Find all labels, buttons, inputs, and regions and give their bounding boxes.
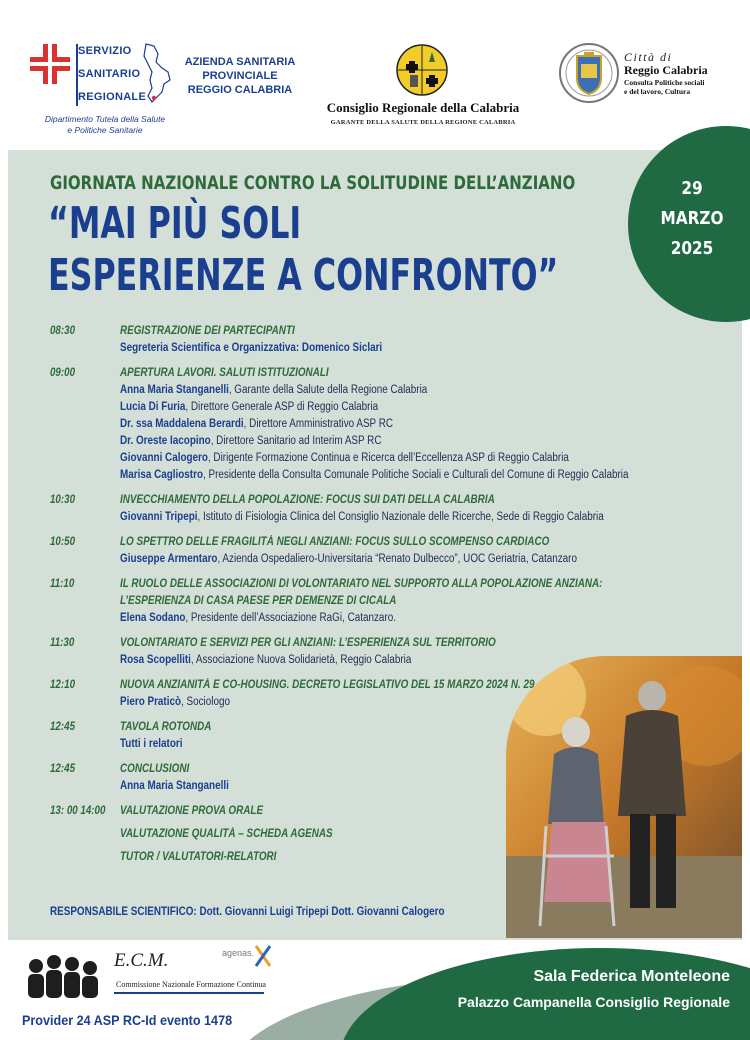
speaker-line [120,467,629,484]
speaker-line [120,551,610,568]
session-title-cont: L’ESPERIENZA DI CASA PAESE PER DEMENZE DI CICALA [120,595,397,607]
program-body [120,534,690,568]
session-title: IL RUOLO DELLE ASSOCIAZIONI DI VOLONTARIATO NEL SUPPORTO ALLA POPOLAZIONE ANZIANA: [120,578,603,590]
speaker-line [120,433,610,450]
asp-line2: PROVINCIALE [202,70,278,82]
speaker-name: Rosa Scopelliti [120,654,191,666]
event-subtitle: GIORNATA NAZIONALE CONTRO LA SOLITUDINE DELL’ANZIANO [50,172,576,194]
program-body [120,492,690,526]
program-gap [50,526,690,534]
venue-hall: Sala Federica Monteleone [533,968,730,985]
speaker-line [120,509,610,526]
ecm-commission: Commissione Nazionale Formazione Continua [116,980,266,989]
ssr-words [78,40,146,109]
program-time: 12:10 [50,679,76,691]
program-time: 11:10 [50,578,75,590]
ssr-department-2: e Politiche Sanitarie [67,125,143,135]
program-row [50,534,690,568]
speaker-role: , Azienda Ospedaliero-Universitaria “Renato Dulbecco”, UOC Geriatria, Catanzaro [217,553,577,565]
asp-line1: AZIENDA SANITARIA [184,56,296,68]
program-row [50,365,690,484]
comune-sub-1: Consulta Politiche sociali [624,78,705,87]
speaker-name: Giovanni Calogero [120,452,208,464]
program-time: 08:30 [50,325,76,337]
speaker-name: Marisa Cagliostro [120,469,203,481]
program-time: 12:45 [50,763,76,775]
provider-id: Provider 24 ASP RC-Id evento 1478 [22,1012,233,1028]
session-title: CONCLUSIONI [120,763,190,775]
calabria-map-icon [140,42,174,104]
speaker-role: , Direttore Amministrativo ASP RC [243,418,393,430]
speaker-line [120,340,610,357]
elderly-couple-photo [506,656,742,938]
speaker-role: , Sociologo [181,696,230,708]
speaker-line [120,416,610,433]
speaker-name: Anna Maria Stanganelli [120,384,229,396]
ssr-line2: SANITARIO [78,68,141,80]
speaker-line [120,652,610,669]
speaker-line [120,382,610,399]
session-title: APERTURA LAVORI. SALUTI ISTITUZIONALI [120,367,329,379]
speaker-name: Tutti i relatori [120,738,183,750]
speaker-name: Elena Sodano [120,612,186,624]
red-cross-icon [30,44,70,84]
session-title: LO SPETTRO DELLE FRAGILITÀ NEGLI ANZIANI: FOCUS SULLO SCOMPENSO CARDIACO [120,536,550,548]
speaker-name: Dr. ssa Maddalena Berardi [120,418,244,430]
photo-illustration [506,656,742,938]
speaker-role: , Direttore Generale ASP di Reggio Calabria [185,401,379,413]
asp-name [176,55,304,97]
program-body [120,576,690,627]
speaker-name: Giovanni Tripepi [120,511,198,523]
ssr-line3: REGIONALE [78,91,147,103]
event-title-2: ESPERIENZE A CONFRONTO” [48,250,559,301]
program-time: 10:50 [50,536,76,548]
ecm-underline [114,992,264,994]
event-title-1: “MAI PIÙ SOLI [48,198,302,249]
session-title: INVECCHIAMENTO DELLA POPOLAZIONE: FOCUS SUI DATI DELLA CALABRIA [120,494,495,506]
program-time: 09:00 [50,367,76,379]
date-day: 29 [681,178,703,199]
program-time: 11:30 [50,637,75,649]
ecm-logo: E.C.M. [114,950,169,971]
program-time: 10:30 [50,494,76,506]
program-row [50,323,690,357]
speaker-role: , Associazione Nuova Solidarietà, Reggio Calabria [190,654,412,666]
session-title: TUTOR / VALUTATORI-RELATORI [120,851,277,863]
comune-sub-2: e del lavoro, Cultura [624,87,691,96]
agenas-x-icon [254,944,272,968]
program-row [50,576,690,627]
program-body [120,365,690,484]
consiglio-name: Consiglio Regionale della Calabria [326,100,520,115]
program-time: 13: 00 14:00 [50,805,106,817]
program-body [120,323,690,357]
comune-citta: Città di [624,50,673,64]
speaker-role: , Garante della Salute della Regione Calabria [228,384,428,396]
speaker-role: , Presidente dell’Associazione RaGi, Catanzaro. [185,612,396,624]
ecm-people-icon [24,950,108,998]
comune-name: Reggio Calabria [624,63,708,77]
date-month: MARZO [660,208,724,229]
speaker-line [120,399,610,416]
program-row [50,492,690,526]
ssr-department [30,114,180,136]
reggio-calabria-emblem-icon [557,42,621,104]
session-title: VALUTAZIONE QUALITÀ – SCHEDA AGENAS [120,828,333,840]
speaker-role: , Istituto di Fisiologia Clinica del Consiglio Nazionale delle Ricerche, Sede di Reggio Calabria [197,511,604,523]
speaker-line [120,450,610,467]
speaker-name: Giuseppe Armentaro [120,553,218,565]
program-gap [50,627,690,635]
ssr-line1: SERVIZIO [78,45,132,57]
ssr-department-1: Dipartimento Tutela della Salute [44,114,166,124]
speaker-name: Anna Maria Stanganelli [120,780,229,792]
program-gap [50,484,690,492]
speaker-name: Segreteria Scientifica e Organizzativa: Domenico Siclari [120,342,383,354]
asp-line3: REGGIO CALABRIA [187,84,293,96]
session-title: VALUTAZIONE PROVA ORALE [120,805,264,817]
comune-sub [624,78,744,96]
event-date [658,174,726,264]
date-year: 2025 [670,238,714,259]
speaker-line [120,610,610,627]
program-gap [50,357,690,365]
session-title: NUOVA ANZIANITÀ E CO-HOUSING. DECRETO LEGISLATIVO DEL 15 MARZO 2024 N. 29 [120,679,535,691]
speaker-name: Lucia Di Furia [120,401,186,413]
speaker-role: , Presidente della Consulta Comunale Politiche Sociali e Culturali del Comune di Reggio Calabria [202,469,629,481]
speaker-role: , Direttore Sanitario ad Interim ASP RC [210,435,382,447]
speaker-name: Dr. Oreste Iacopino [120,435,211,447]
scientific-lead: RESPONSABILE SCIENTIFICO: Dott. Giovanni Luigi Tripepi Dott. Giovanni Calogero [50,906,445,918]
calabria-coat-of-arms-icon [396,42,448,98]
session-title: VOLONTARIATO E SERVIZI PER GLI ANZIANI: L’ESPERIENZA SUL TERRITORIO [120,637,496,649]
session-title: REGISTRAZIONE DEI PARTECIPANTI [120,325,295,337]
speaker-name: Piero Praticò [120,696,182,708]
agenas-logo: agenas. [222,948,255,958]
event-title [48,198,558,302]
venue-building: Palazzo Campanella Consiglio Regionale [457,994,730,1010]
header [0,0,750,150]
session-title: TAVOLA ROTONDA [120,721,212,733]
consiglio-sub: GARANTE DELLA SALUTE DELLA REGIONE CALABRIA [330,119,516,126]
program-gap [50,568,690,576]
program-time: 12:45 [50,721,76,733]
speaker-role: , Dirigente Formazione Continua e Ricerca dell’Eccellenza ASP di Reggio Calabria [207,452,569,464]
